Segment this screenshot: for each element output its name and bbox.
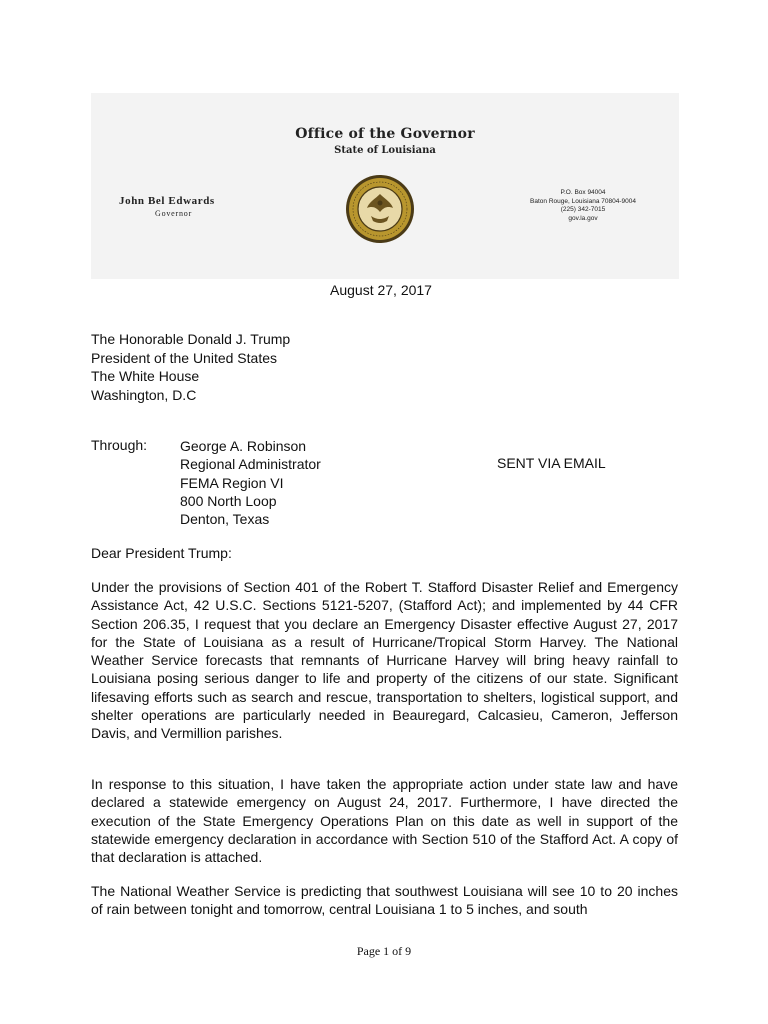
body-paragraph: In response to this situation, I have taken the appropriate action under state law and have declared a statewide emergency on August 24, 2017. Furthermore, I have directed the execution of the State Emergency Operations Plan on this date as well in support of the statewide emergency declaration in accordance with Section 510 of the Stafford Act. A copy of that declaration is attached. (91, 776, 678, 866)
body-paragraph: The National Weather Service is predicting that southwest Louisiana will see 10 to 20 inches of rain between tonight and tomorrow, central Louisiana 1 to 5 inches, and south (91, 883, 678, 918)
salutation: Dear President Trump: (91, 545, 232, 561)
addressee-line: Washington, D.C (91, 386, 197, 403)
address-line: gov.la.gov (568, 214, 598, 222)
through-line: Regional Administrator (180, 456, 321, 473)
office-title: Office of the Governor (295, 126, 475, 142)
governor-title: Governor (155, 209, 193, 218)
letterhead (91, 93, 679, 279)
state-seal-icon (345, 174, 415, 244)
governor-name: John Bel Edwards (119, 195, 215, 207)
letter-date: August 27, 2017 (330, 282, 432, 298)
page-number: Page 1 of 9 (356, 944, 412, 958)
through-line: FEMA Region VI (180, 474, 284, 491)
addressee-line: President of the United States (91, 349, 277, 366)
governor-address (495, 189, 671, 223)
address-line: P.O. Box 94004 (560, 189, 606, 196)
sent-via-email: SENT VIA EMAIL (497, 455, 606, 471)
address-line: (225) 342-7015 (560, 206, 606, 214)
addressee-line: The White House (91, 368, 200, 384)
through-block (180, 437, 321, 528)
through-line: Denton, Texas (180, 511, 270, 528)
through-label: Through: (91, 437, 148, 453)
body-paragraph: Under the provisions of Section 401 of the Robert T. Stafford Disaster Relief and Emergency Assistance Act, 42 U.S.C. Sections 5121-5207, (Stafford Act); and implemented by 44 CFR Section 206.35, I request that you declare an Emergency Disaster effective August 27, 2017 for the State of Louisiana as a result of Hurricane/Tropical Storm Harvey. The National Weather Service forecasts that remnants of Hurricane Harvey will bring heavy rainfall to Louisiana posing serious danger to life and property of the citizens of our state. Significant lifesaving efforts such as search and rescue, transportation to shelters, logistical support, and shelter operations are particularly needed in Beauregard, Calcasieu, Cameron, Jefferson Davis, and Vermillion parishes. (91, 579, 678, 742)
state-subtitle: State of Louisiana (334, 145, 436, 156)
address-line: Baton Rouge, Louisiana 70804-9004 (530, 197, 636, 205)
addressee-line: The Honorable Donald J. Trump (91, 331, 291, 347)
through-line: 800 North Loop (180, 492, 277, 509)
through-line: George A. Robinson (180, 438, 307, 454)
addressee-block (91, 330, 290, 404)
